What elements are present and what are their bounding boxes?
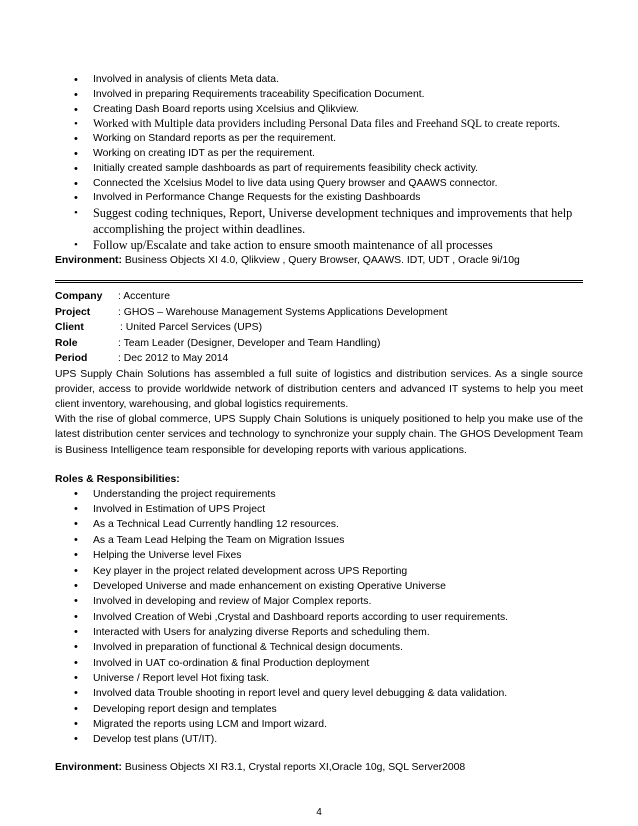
list-item: • Creating Dash Board reports using Xcelsius and Qlikview. [55, 103, 583, 118]
role-value: : Team Leader (Designer, Developer and Team Handling) [118, 337, 381, 349]
list-item: • Worked with Multiple data providers including Personal Data files and Freehand SQL to create reports. [55, 117, 583, 132]
project-row [55, 305, 583, 321]
list-item: • Developing report design and templates [55, 702, 583, 717]
list-item: • As a Team Lead Helping the Team on Migration Issues [55, 533, 583, 548]
list-item: • Key player in the project related development across UPS Reporting [55, 564, 583, 579]
environment-label: Environment: [55, 761, 122, 773]
project-label: Project [55, 306, 91, 318]
project-description-2: With the rise of global commerce, UPS Supply Chain Solutions is uniquely positioned to help you make use of the latest distribution center services and technology to synchronize your supply chain. The GHOS Development Team is Business Intelligence team responsible for developing reports with various applications. [55, 414, 583, 456]
project-description-1: UPS Supply Chain Solutions has assembled a full suite of logistics and distribution services. As a single source provider, access to provide worldwide network of distribution centers and advanced IT systems to help you meet client inventory, warehousing, and global logistics requirements. [55, 368, 583, 410]
period-row [55, 351, 583, 367]
list-item: • Involved in preparation of functional & Technical design documents. [55, 640, 583, 655]
client-label: Client [55, 322, 84, 334]
list-item: • Working on creating IDT as per the requirement. [55, 147, 583, 162]
role-row [55, 336, 583, 352]
company-label: Company [55, 291, 103, 303]
list-item: • Migrated the reports using LCM and Import wizard. [55, 717, 583, 732]
company-row [55, 289, 583, 305]
period-value: : Dec 2012 to May 2014 [118, 353, 229, 365]
environment-line-1 [55, 254, 583, 269]
list-item: • Involved in developing and review of Major Complex reports. [55, 594, 583, 609]
project-value: : GHOS – Warehouse Management Systems Applications Development [118, 306, 448, 318]
environment-label: Environment: [55, 254, 122, 266]
list-item: • Interacted with Users for analyzing diverse Reports and scheduling them. [55, 625, 583, 640]
period-label: Period [55, 353, 88, 365]
list-item: • Working on Standard reports as per the requirement. [55, 132, 583, 147]
list-item: • Involved in Performance Change Requests for the existing Dashboards [55, 191, 583, 206]
list-item: • Initially created sample dashboards as part of requirements feasibility check activity. [55, 162, 583, 177]
list-item: • Universe / Report level Hot fixing task. [55, 671, 583, 686]
list-item: • Involved in preparing Requirements traceability Specification Document. [55, 88, 583, 103]
company-value: : Accenture [118, 291, 170, 303]
list-item: • Involved in analysis of clients Meta data. [55, 73, 583, 88]
list-item: • Involved in UAT co-ordination & final Production deployment [55, 656, 583, 671]
list-item: • As a Technical Lead Currently handling 12 resources. [55, 517, 583, 532]
roles-bullet-list [55, 487, 583, 748]
page-content [55, 73, 583, 775]
list-item: • Suggest coding techniques, Report, Universe development techniques and improvements that help accomplishing the project within deadlines. [55, 206, 583, 238]
list-item: • Understanding the project requirements [55, 487, 583, 502]
list-item: • Connected the Xcelsius Model to live data using Query browser and QAAWS connector. [55, 177, 583, 192]
list-item: • Involved in Estimation of UPS Project [55, 502, 583, 517]
client-value: : United Parcel Services (UPS) [120, 322, 263, 334]
list-item: • Follow up/Escalate and take action to ensure smooth maintenance of all processes [55, 238, 583, 254]
environment-value: Business Objects XI R3.1, Crystal reports XI,Oracle 10g, SQL Server2008 [121, 761, 466, 773]
roles-heading: Roles & Responsibilities: [55, 473, 180, 485]
client-row [55, 320, 583, 336]
top-bullet-list [55, 73, 583, 254]
list-item: • Develop test plans (UT/IT). [55, 732, 583, 747]
role-label: Role [55, 337, 78, 349]
list-item: • Helping the Universe level Fixes [55, 548, 583, 563]
list-item: • Involved data Trouble shooting in report level and query level debugging & data validation. [55, 686, 583, 701]
list-item: • Involved Creation of Webi ,Crystal and Dashboard reports according to user requirements. [55, 610, 583, 625]
list-item: • Developed Universe and made enhancement on existing Operative Universe [55, 579, 583, 594]
page-number: 4 [316, 807, 322, 818]
environment-value: Business Objects XI 4.0, Qlikview , Query Browser, QAAWS. IDT, UDT , Oracle 9i/10g [121, 254, 520, 266]
environment-line-2 [55, 761, 583, 776]
